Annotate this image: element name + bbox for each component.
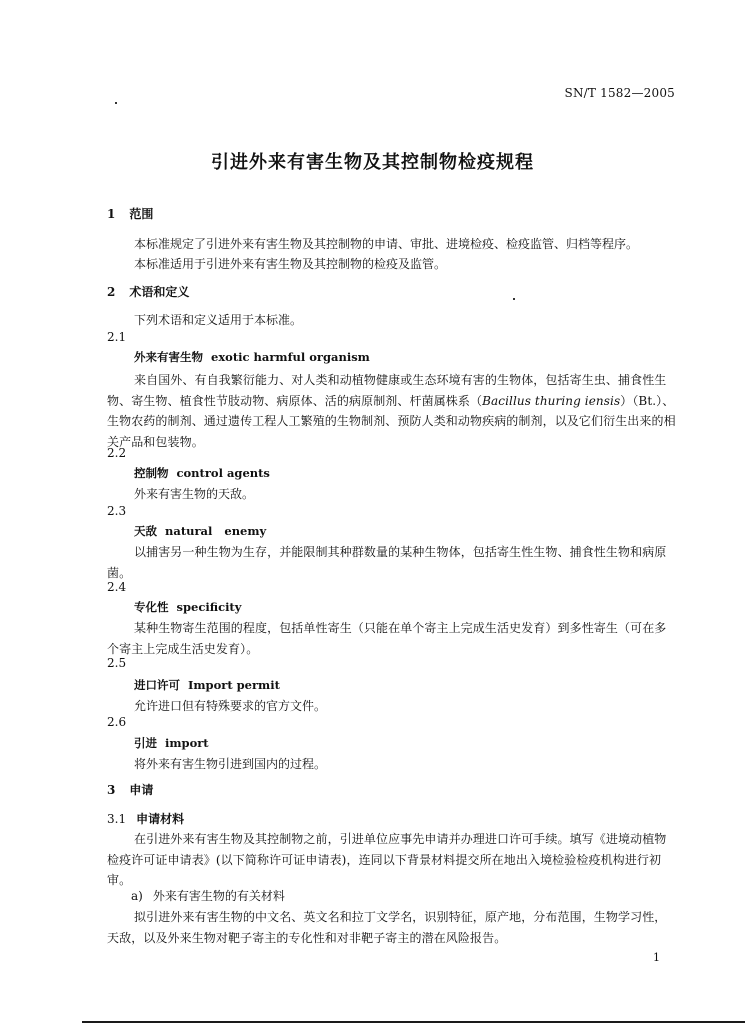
section-3-heading <box>107 781 153 798</box>
term-cn: 天敌 <box>134 524 157 538</box>
term-cn: 专化性 <box>134 600 169 614</box>
term-en: specificity <box>176 600 242 614</box>
term-cn: 控制物 <box>134 466 169 480</box>
subsection-3-1-paragraph: 在引进外来有害生物及其控制物之前，引进单位应事先申请并办理进口许可手续。填写《进境动植物检疫许可证申请表》(以下简称许可证申请表)，连同以下背景材料提交所在地出入境检验检疫机构进行初审。 <box>107 832 667 887</box>
list-item-a-heading <box>131 886 285 906</box>
definition-text: ）（Bt.）、生物农药的制剂、通过遗传工程人工繁殖的生物制剂、预防人类和动物疾病的制剂，以及它们衍生出来的相关产品和包装物。 <box>107 393 676 449</box>
term-number: 2.4 <box>107 580 127 594</box>
section-1-paragraph-1: 本标准规定了引进外来有害生物及其控制物的申请、审批、进境检疫、检疫监管、归档等程序。 <box>134 237 639 251</box>
document-title: 引进外来有害生物及其控制物检疫规程 <box>211 152 534 173</box>
term-exotic-harmful-organism <box>134 349 370 365</box>
term-number: 2.2 <box>107 446 127 460</box>
section-number: 1 <box>107 207 116 221</box>
term-number: 2.6 <box>107 715 127 729</box>
term-definition: 外来有害生物的天敌。 <box>134 487 255 501</box>
section-number: 2 <box>107 285 116 299</box>
term-number: 2.5 <box>107 656 127 670</box>
definition-text: 来自国外、有自我繁衍能力、对人类和动植物健康或生态环境有害的生物体，包括寄生虫、捕食性生物、寄生物、植食性节肢动物、病原体、活的病原制剂、杆菌属株系（ <box>107 373 667 408</box>
term-specificity <box>134 599 241 615</box>
term-number: 2.3 <box>107 504 127 518</box>
term-en: natural enemy <box>165 524 267 538</box>
section-title: 申请材料 <box>136 812 185 826</box>
subsection-3-1-heading <box>107 810 184 827</box>
definition-latin: Bacillus thuring iensis <box>482 393 621 408</box>
list-marker: a) <box>131 889 143 903</box>
section-2-heading <box>107 283 189 300</box>
section-number: 3 <box>107 783 116 797</box>
term-natural-enemy <box>134 523 266 539</box>
scan-speck <box>513 298 515 300</box>
term-en: Import permit <box>188 678 280 692</box>
term-number: 2.1 <box>107 330 127 344</box>
term-cn: 进口许可 <box>134 678 180 692</box>
term-en: exotic harmful organism <box>211 350 370 364</box>
term-definition: 将外来有害生物引进到国内的过程。 <box>134 757 327 771</box>
section-number: 3.1 <box>107 812 127 826</box>
term-definition <box>107 370 677 452</box>
term-control-agents <box>134 465 270 481</box>
term-definition: 允许进口但有特殊要求的官方文件。 <box>134 699 327 713</box>
list-item-title: 外来有害生物的有关材料 <box>152 889 285 903</box>
page-number: 1 <box>653 951 660 964</box>
section-title: 术语和定义 <box>129 285 190 299</box>
section-title: 申请 <box>129 783 154 797</box>
section-1-paragraph-2: 本标准适用于引进外来有害生物及其控制物的检疫及监管。 <box>134 257 447 271</box>
scan-speck <box>115 102 117 104</box>
term-import <box>134 735 209 751</box>
section-2-intro: 下列术语和定义适用于本标准。 <box>134 313 303 327</box>
standard-number: SN/T 1582—2005 <box>564 86 675 100</box>
term-definition: 某种生物寄生范围的程度，包括单性寄生（只能在单个寄主上完成生活史发育）到多性寄生（可在多个寄主上完成生活史发育）。 <box>107 621 667 656</box>
term-cn: 外来有害生物 <box>134 350 203 364</box>
term-en: import <box>165 736 209 750</box>
term-import-permit <box>134 677 280 693</box>
term-definition: 以捕害另一种生物为生存，并能限制其种群数量的某种生物体，包括寄生性生物、捕食性生物和病原菌。 <box>107 545 667 580</box>
section-1-heading <box>107 205 153 222</box>
term-cn: 引进 <box>134 736 157 750</box>
section-title: 范围 <box>129 207 154 221</box>
term-en: control agents <box>176 466 270 480</box>
list-item-a-text: 拟引进外来有害生物的中文名、英文名和拉丁文学名，识别特征，原产地，分布范围，生物学习性，天敌，以及外来生物对靶子寄主的专化性和对非靶子寄主的潜在风险报告。 <box>107 910 667 945</box>
page-bottom-rule <box>82 1021 745 1023</box>
